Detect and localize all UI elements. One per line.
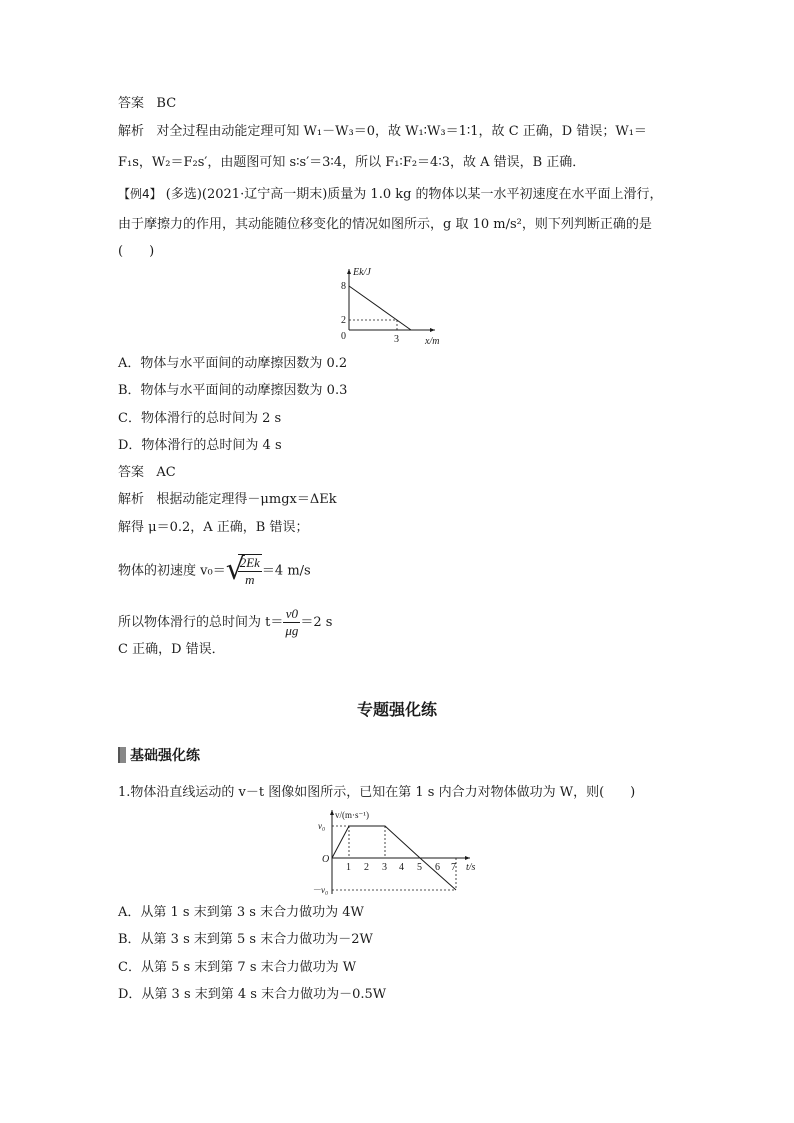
example4-line-2: 由于摩擦力的作用，其动能随位移变化的情况如图所示，g 取 10 m/s²，则下列判断正确的是	[118, 217, 652, 232]
v-t-graph	[310, 806, 490, 898]
ek-ytick-8: 8	[341, 281, 346, 292]
vt-xtick-5: 5	[417, 862, 422, 873]
q1-option-c: C．从第 5 s 末到第 7 s 末合力做功为 W	[118, 960, 357, 975]
q1-stem: 1.物体沿直线运动的 v－t 图像如图所示，已知在第 1 s 内合力对物体做功为 W，则( )	[118, 785, 636, 800]
vt-xtick-2: 2	[364, 862, 369, 873]
vt-xlabel: t/s	[466, 862, 476, 873]
example4-analysis-1	[118, 490, 337, 510]
example4-answer	[118, 463, 176, 483]
example4-analysis-3	[118, 554, 311, 588]
section-bar-icon	[118, 747, 126, 763]
example4-option-b: B．物体与水平面间的动摩擦因数为 0.3	[118, 383, 348, 398]
example4-analysis-2: 解得 μ＝0.2，A 正确，B 错误；	[118, 520, 309, 535]
answer-line	[118, 94, 176, 114]
ek-origin: 0	[341, 331, 346, 342]
ek-line	[349, 286, 411, 330]
vt-origin: O	[322, 854, 330, 865]
subsection-heading	[118, 746, 200, 766]
v0-denominator: m	[245, 572, 255, 587]
q1-option-d: D．从第 3 s 末到第 4 s 末合力做功为－0.5W	[118, 987, 387, 1002]
ek-ytick-2: 2	[341, 315, 346, 326]
ek-x-graph	[335, 264, 455, 350]
answer-value: AC	[156, 465, 176, 480]
example4-line-1	[118, 184, 663, 205]
ek-ylabel: Ek/J	[353, 267, 371, 278]
sqrt-expression: √ $\frac{2Ek}{m}$	[225, 552, 260, 587]
analysis-line-1	[118, 122, 647, 142]
subsection-title: 基础强化练	[130, 748, 200, 764]
vt-xtick-3: 3	[382, 862, 387, 873]
t-formula-prefix: 所以物体滑行的总时间为 t＝	[118, 615, 284, 630]
vt-xtick-6: 6	[435, 862, 440, 873]
vt-xtick-1: 1	[346, 862, 351, 873]
example4-analysis-5: C 正确，D 错误．	[118, 642, 225, 657]
analysis-text: 根据动能定理得－μmgx＝ΔEk	[156, 492, 337, 507]
example4-stem: (多选)(2021·辽宁高一期末)质量为 1.0 kg 的物体以某一水平初速度在水平面上滑行，	[165, 187, 663, 202]
v0-formula-result: ＝4 m/s	[261, 563, 311, 579]
section-title: 专题强化练	[356, 700, 437, 719]
v0-numerator: 2Ek	[239, 555, 260, 570]
ek-xtick-3: 3	[394, 334, 399, 345]
t-formula-result: ＝2 s	[300, 615, 333, 630]
example4-analysis-4	[118, 606, 332, 639]
vt-neg-v0: －v₀	[312, 885, 329, 895]
analysis-label: 解析	[118, 492, 145, 507]
ek-xlabel: x/m	[425, 336, 440, 347]
t-denominator: μg	[285, 623, 299, 638]
analysis-label: 解析	[118, 124, 145, 139]
t-numerator: v0	[283, 606, 300, 623]
answer-label: 答案	[118, 465, 145, 480]
example-tag: 【例4】	[118, 187, 162, 201]
answer-value: BC	[156, 96, 177, 111]
vt-v0: v₀	[318, 821, 326, 831]
analysis-line-2: F₁s，W₂＝F₂s′，由题图可知 s∶s′＝3∶4，所以 F₁∶F₂＝4∶3，故 A 错误，B 正确．	[118, 155, 586, 170]
example4-line-3: ( )	[118, 244, 155, 259]
example4-option-c: C．物体滑行的总时间为 2 s	[118, 411, 282, 426]
v0-formula-prefix: 物体的初速度 v₀＝	[118, 563, 226, 579]
answer-label: 答案	[118, 96, 145, 111]
analysis-text: 对全过程由动能定理可知 W₁－W₃＝0，故 W₁∶W₃＝1∶1，故 C 正确，D 错误；W₁＝	[156, 124, 647, 139]
vt-ylabel: v/(m·s⁻¹)	[335, 810, 369, 820]
q1-option-b: B．从第 3 s 末到第 5 s 末合力做功为－2W	[118, 932, 373, 947]
example4-option-d: D．物体滑行的总时间为 4 s	[118, 438, 282, 453]
vt-xtick-7: 7	[451, 862, 456, 873]
vt-xtick-4: 4	[399, 862, 404, 873]
example4-option-a: A．物体与水平面间的动摩擦因数为 0.2	[118, 356, 348, 371]
q1-option-a: A．从第 1 s 末到第 3 s 末合力做功为 4W	[118, 905, 364, 920]
